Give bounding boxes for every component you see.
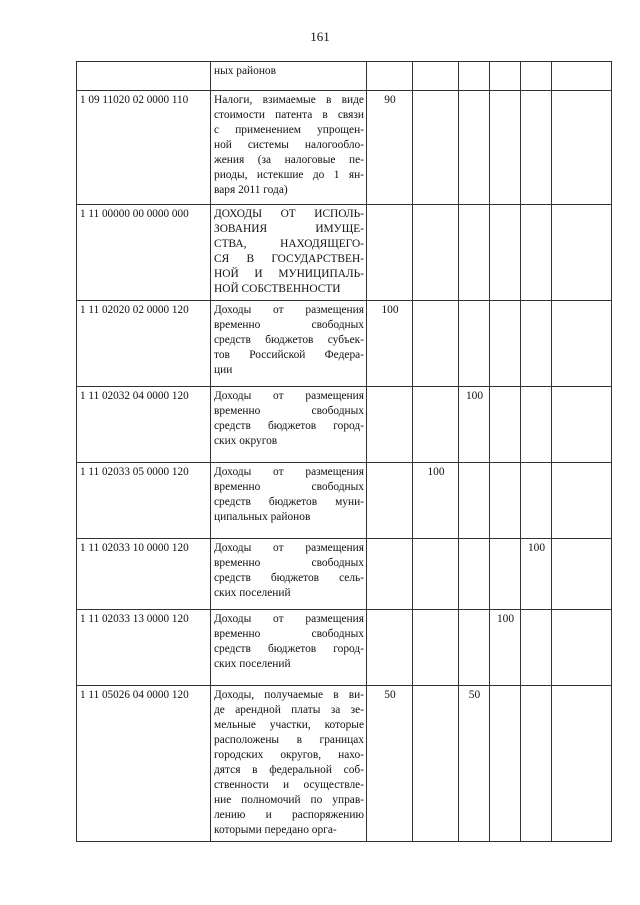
revenue-name-line: средств бюджетов муни-	[214, 496, 364, 508]
revenue-name-line: средств бюджетов субъек-	[214, 334, 364, 346]
revenue-name-line: временно свободных	[214, 319, 364, 331]
revenue-name-line: расположены в границах	[214, 734, 364, 746]
revenue-name-line: ние полномочий по управ-	[214, 794, 364, 806]
value-cell-3	[459, 62, 490, 91]
revenue-name-line: временно свободных	[214, 481, 364, 493]
revenue-name-line: Доходы от размещения	[214, 466, 364, 478]
table-row	[77, 686, 612, 842]
value-cell-2	[413, 62, 459, 91]
revenue-name-cell	[211, 91, 367, 205]
value-cell-3	[459, 301, 490, 387]
revenue-name-line: Налоги, взимаемые в виде	[214, 94, 364, 106]
revenue-code-cell: 1 11 02033 05 0000 120	[77, 463, 211, 539]
revenue-name-line: стоимости патента в связи	[214, 109, 364, 121]
table-row	[77, 91, 612, 205]
value-cell-3	[459, 205, 490, 301]
revenue-name-line: ских округов	[214, 435, 278, 447]
revenue-name-line: средств бюджетов сель-	[214, 572, 364, 584]
revenue-name-line: дятся в федеральной соб-	[214, 764, 364, 776]
revenue-name-line: ских поселений	[214, 587, 291, 599]
value-cell-4	[490, 301, 521, 387]
revenue-code-cell: 1 11 00000 00 0000 000	[77, 205, 211, 301]
revenue-code-cell: 1 11 02020 02 0000 120	[77, 301, 211, 387]
value-cell-3	[459, 539, 490, 610]
revenue-name-line: лению и распоряжению	[214, 809, 364, 821]
value-cell-5	[521, 387, 552, 463]
revenue-code-cell: 1 11 02033 13 0000 120	[77, 610, 211, 686]
revenue-code-cell: 1 09 11020 02 0000 110	[77, 91, 211, 205]
revenue-name-line: временно свободных	[214, 557, 364, 569]
revenue-name-cell	[211, 387, 367, 463]
value-cell-2	[413, 205, 459, 301]
table-row	[77, 610, 612, 686]
value-cell-2	[413, 387, 459, 463]
value-cell-4	[490, 62, 521, 91]
value-cell-4	[490, 387, 521, 463]
value-cell-5	[521, 610, 552, 686]
revenue-name-line: Доходы от размещения	[214, 542, 364, 554]
revenue-name-line: варя 2011 года)	[214, 184, 288, 196]
value-cell-2: 100	[413, 463, 459, 539]
value-cell-5	[521, 301, 552, 387]
value-cell-3	[459, 610, 490, 686]
table-row	[77, 463, 612, 539]
value-cell-5	[521, 62, 552, 91]
revenue-name-line: ципальных районов	[214, 511, 311, 523]
revenue-name-line: НОЙ СОБСТВЕННОСТИ	[214, 283, 341, 295]
value-cell-4	[490, 91, 521, 205]
value-cell-2	[413, 686, 459, 842]
value-cell-5	[521, 463, 552, 539]
revenue-name-cell	[211, 62, 367, 91]
value-cell-6	[552, 91, 612, 205]
value-cell-1	[367, 205, 413, 301]
revenue-name-line: ских поселений	[214, 658, 291, 670]
value-cell-1	[367, 610, 413, 686]
revenue-name-cell	[211, 463, 367, 539]
revenue-name-line: с применением упрощен-	[214, 124, 364, 136]
value-cell-6	[552, 610, 612, 686]
value-cell-4	[490, 463, 521, 539]
revenue-name-line: Доходы от размещения	[214, 390, 364, 402]
value-cell-1	[367, 463, 413, 539]
value-cell-2	[413, 301, 459, 387]
page-number: 161	[310, 29, 330, 44]
value-cell-3	[459, 91, 490, 205]
value-cell-1: 90	[367, 91, 413, 205]
value-cell-6	[552, 62, 612, 91]
revenue-name-cell	[211, 301, 367, 387]
value-cell-6	[552, 539, 612, 610]
value-cell-6	[552, 686, 612, 842]
revenue-name-line: временно свободных	[214, 628, 364, 640]
revenue-name-cell	[211, 205, 367, 301]
revenue-name-line: НОЙ И МУНИЦИПАЛЬ-	[214, 268, 364, 280]
revenue-name-line: ДОХОДЫ ОТ ИСПОЛЬ-	[214, 208, 364, 220]
value-cell-4	[490, 686, 521, 842]
revenue-name-line: средств бюджетов город-	[214, 643, 364, 655]
value-cell-3: 100	[459, 387, 490, 463]
revenue-name-cell	[211, 610, 367, 686]
revenue-name-line: ЗОВАНИЯ ИМУЩЕ-	[214, 223, 364, 235]
revenue-name-line: временно свободных	[214, 405, 364, 417]
revenue-name-line: Доходы, получаемые в ви-	[214, 689, 364, 701]
table-row	[77, 205, 612, 301]
revenue-code-cell: 1 11 02032 04 0000 120	[77, 387, 211, 463]
value-cell-6	[552, 387, 612, 463]
table-row	[77, 301, 612, 387]
table-row	[77, 539, 612, 610]
value-cell-2	[413, 610, 459, 686]
value-cell-6	[552, 463, 612, 539]
revenue-name-line: жения (за налоговые пе-	[214, 154, 364, 166]
table-row	[77, 387, 612, 463]
revenue-name-line: тов Российской Федера-	[214, 349, 364, 361]
revenue-name-line: ных районов	[214, 65, 277, 77]
value-cell-1	[367, 387, 413, 463]
revenue-name-line: риоды, истекшие до 1 ян-	[214, 169, 364, 181]
value-cell-4: 100	[490, 610, 521, 686]
revenue-name-line: городских округов, нахо-	[214, 749, 364, 761]
revenue-name-line: СТВА, НАХОДЯЩЕГО-	[214, 238, 364, 250]
revenue-code-cell	[77, 62, 211, 91]
revenue-name-line: ственности и осуществле-	[214, 779, 364, 791]
value-cell-2	[413, 539, 459, 610]
value-cell-6	[552, 205, 612, 301]
revenue-code-cell: 1 11 05026 04 0000 120	[77, 686, 211, 842]
value-cell-5	[521, 686, 552, 842]
revenue-name-line: Доходы от размещения	[214, 613, 364, 625]
value-cell-5: 100	[521, 539, 552, 610]
value-cell-5	[521, 205, 552, 301]
revenue-name-line: Доходы от размещения	[214, 304, 364, 316]
table-row	[77, 62, 612, 91]
revenue-name-line: ции	[214, 364, 233, 376]
value-cell-5	[521, 91, 552, 205]
value-cell-1: 50	[367, 686, 413, 842]
value-cell-1	[367, 62, 413, 91]
revenue-name-line: ной системы налогообло-	[214, 139, 364, 151]
revenue-name-line: которыми передано орга-	[214, 824, 337, 836]
value-cell-3: 50	[459, 686, 490, 842]
value-cell-6	[552, 301, 612, 387]
value-cell-4	[490, 205, 521, 301]
value-cell-1	[367, 539, 413, 610]
revenue-name-line: мельные участки, которые	[214, 719, 364, 731]
value-cell-2	[413, 91, 459, 205]
revenue-name-line: СЯ В ГОСУДАРСТВЕН-	[214, 253, 364, 265]
revenue-name-cell	[211, 686, 367, 842]
revenue-name-line: средств бюджетов город-	[214, 420, 364, 432]
revenue-table	[76, 61, 612, 842]
revenue-name-line: де арендной платы за зе-	[214, 704, 364, 716]
value-cell-3	[459, 463, 490, 539]
revenue-code-cell: 1 11 02033 10 0000 120	[77, 539, 211, 610]
value-cell-4	[490, 539, 521, 610]
revenue-name-cell	[211, 539, 367, 610]
value-cell-1: 100	[367, 301, 413, 387]
